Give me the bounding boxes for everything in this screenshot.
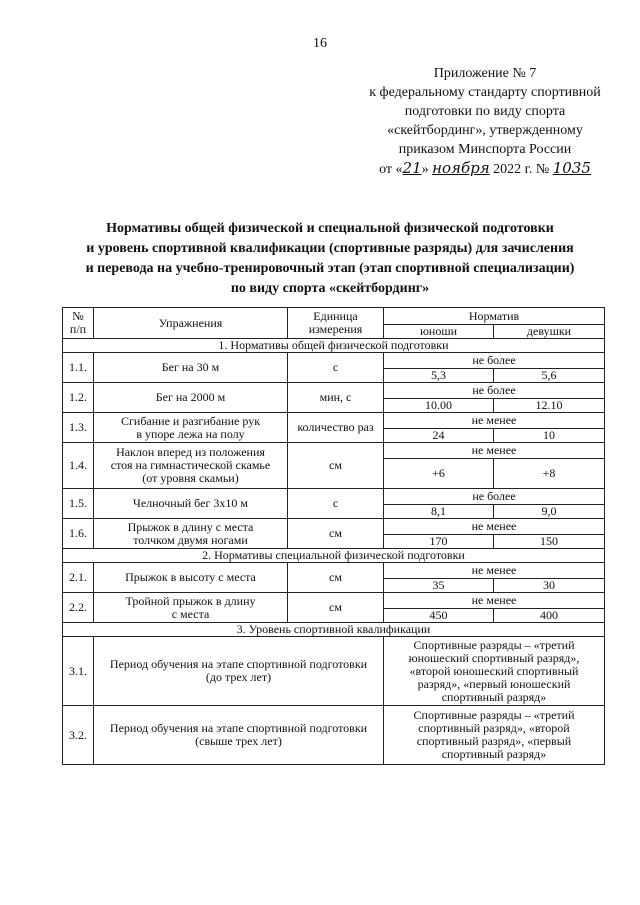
- date-year: 2022 г. №: [489, 162, 553, 177]
- unit: см: [288, 519, 384, 549]
- value-boys: 8,1: [384, 505, 494, 519]
- unit: см: [288, 593, 384, 623]
- title-line: и уровень спортивной квалификации (спортивные разряды) для зачисления: [86, 241, 574, 256]
- date-prefix: от «: [379, 162, 403, 177]
- value-girls: +8: [494, 459, 605, 489]
- norm-condition: не более: [384, 353, 605, 369]
- section-title: 3. Уровень спортивной квалификации: [63, 623, 605, 637]
- row-number: 1.3.: [63, 413, 94, 443]
- header-boys: юноши: [384, 325, 494, 339]
- table-row: [63, 353, 605, 369]
- row-number: 1.2.: [63, 383, 94, 413]
- unit: мин, с: [288, 383, 384, 413]
- table-row: [63, 489, 605, 505]
- value-boys: 35: [384, 579, 494, 593]
- exercise-name: Наклон вперед из положения стоя на гимнастической скамье (от уровня скамьи): [94, 443, 288, 489]
- document-title: [60, 219, 600, 299]
- row-number: 1.4.: [63, 443, 94, 489]
- appendix-line: приказом Минспорта России: [398, 142, 572, 157]
- section-row: [63, 549, 605, 563]
- value-girls: 9,0: [494, 505, 605, 519]
- unit: с: [288, 489, 384, 519]
- value-girls: 400: [494, 609, 605, 623]
- appendix-line: «скейтбординг», утвержденному: [387, 123, 583, 138]
- row-number: 1.5.: [63, 489, 94, 519]
- exercise-name: Сгибание и разгибание рук в упоре лежа на полу: [94, 413, 288, 443]
- exercise-name: Период обучения на этапе спортивной подготовки (свыше трех лет): [94, 706, 384, 765]
- table-row: [63, 706, 605, 765]
- section-row: [63, 339, 605, 353]
- table-row: [63, 563, 605, 579]
- appendix-line: Приложение № 7: [433, 66, 537, 81]
- header-num: № п/п: [63, 308, 94, 339]
- value-boys: 24: [384, 429, 494, 443]
- exercise-name: Тройной прыжок в длину с места: [94, 593, 288, 623]
- unit: количество раз: [288, 413, 384, 443]
- value-boys: 170: [384, 535, 494, 549]
- norm-condition: не более: [384, 489, 605, 505]
- appendix-block: [335, 64, 635, 179]
- value-girls: 5,6: [494, 369, 605, 383]
- date-mid: »: [421, 162, 433, 177]
- table-row: [63, 443, 605, 459]
- standards-table: [62, 307, 605, 765]
- header-exercise: Упражнения: [94, 308, 288, 339]
- value-girls: 150: [494, 535, 605, 549]
- value-boys: 450: [384, 609, 494, 623]
- appendix-line: к федеральному стандарту спортивной: [369, 85, 601, 100]
- appendix-line: подготовки по виду спорта: [404, 104, 566, 119]
- value-boys: 10.00: [384, 399, 494, 413]
- row-number: 1.1.: [63, 353, 94, 383]
- title-line: по виду спорта «скейтбординг»: [230, 281, 430, 296]
- exercise-name: Прыжок в высоту с места: [94, 563, 288, 593]
- qualification-value: Спортивные разряды – «третий юношеский спортивный разряд», «второй юношеский спортивный разряд», «первый юношеский спортивный разряд»: [384, 637, 605, 706]
- row-number: 2.2.: [63, 593, 94, 623]
- header-girls: девушки: [494, 325, 605, 339]
- header-unit: Единица измерения: [288, 308, 384, 339]
- page-number: 16: [313, 36, 327, 51]
- unit: см: [288, 563, 384, 593]
- unit: с: [288, 353, 384, 383]
- order-date-line: [335, 159, 635, 179]
- table-row: [63, 519, 605, 535]
- table-row: [63, 593, 605, 609]
- row-number: 3.1.: [63, 637, 94, 706]
- value-boys: +6: [384, 459, 494, 489]
- handwritten-day: 21: [402, 159, 422, 177]
- exercise-name: Челночный бег 3x10 м: [94, 489, 288, 519]
- title-line: Нормативы общей физической и специальной физической подготовки: [106, 221, 554, 236]
- qualification-value: Спортивные разряды – «третий спортивный разряд», «второй спортивный разряд», «первый спортивный разряд»: [384, 706, 605, 765]
- unit: см: [288, 443, 384, 489]
- header-row: [63, 308, 605, 325]
- table-row: [63, 413, 605, 429]
- title-line: и перевода на учебно-тренировочный этап (этап спортивной специализации): [85, 261, 575, 276]
- row-number: 2.1.: [63, 563, 94, 593]
- norm-condition: не менее: [384, 413, 605, 429]
- section-title: 1. Нормативы общей физической подготовки: [63, 339, 605, 353]
- norm-condition: не более: [384, 383, 605, 399]
- section-title: 2. Нормативы специальной физической подготовки: [63, 549, 605, 563]
- norm-condition: не менее: [384, 443, 605, 459]
- value-girls: 30: [494, 579, 605, 593]
- table-row: [63, 383, 605, 399]
- section-row: [63, 623, 605, 637]
- row-number: 1.6.: [63, 519, 94, 549]
- value-boys: 5,3: [384, 369, 494, 383]
- handwritten-order-number: 1035: [552, 159, 591, 177]
- exercise-name: Бег на 30 м: [94, 353, 288, 383]
- exercise-name: Период обучения на этапе спортивной подготовки (до трех лет): [94, 637, 384, 706]
- value-girls: 12.10: [494, 399, 605, 413]
- norm-condition: не менее: [384, 593, 605, 609]
- exercise-name: Прыжок в длину с места толчком двумя ногами: [94, 519, 288, 549]
- handwritten-month: ноября: [432, 159, 490, 177]
- norm-condition: не менее: [384, 563, 605, 579]
- header-norm: Норматив: [384, 308, 605, 325]
- row-number: 3.2.: [63, 706, 94, 765]
- norm-condition: не менее: [384, 519, 605, 535]
- table-row: [63, 637, 605, 706]
- value-girls: 10: [494, 429, 605, 443]
- exercise-name: Бег на 2000 м: [94, 383, 288, 413]
